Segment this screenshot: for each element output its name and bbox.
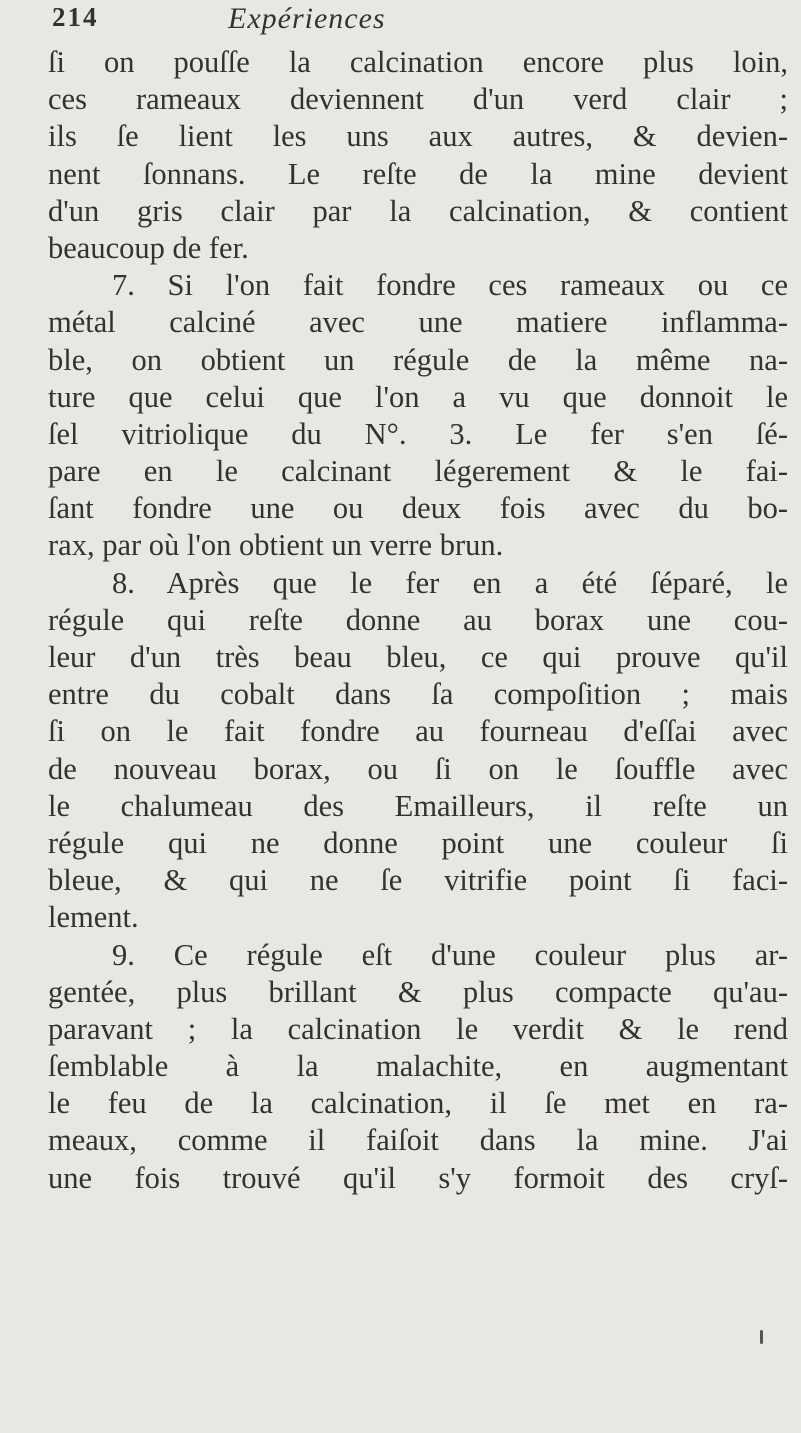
text-line: ble, on obtient un régule de la même na- xyxy=(48,342,788,377)
text-line: bleue, & qui ne ſe vitrifie point ſi faci- xyxy=(48,863,788,898)
page-number: 214 xyxy=(52,2,99,32)
text-line: le chalumeau des Emailleurs, il reſte un xyxy=(48,788,788,823)
ink-mark xyxy=(760,1330,763,1344)
text-line: pare en le calcinant légerement & le fai- xyxy=(48,454,788,489)
text-line: de nouveau borax, ou ſi on le ſouffle avec xyxy=(48,751,788,786)
text-line: ces rameaux deviennent d'un verd clair ; xyxy=(48,82,788,117)
text-line: d'un gris clair par la calcination, & contient xyxy=(48,193,788,228)
text-line: ils ſe lient les uns aux autres, & devien- xyxy=(48,119,788,154)
text-line: régule qui reſte donne au borax une cou- xyxy=(48,602,788,637)
text-line: entre du cobalt dans ſa compoſition ; mais xyxy=(48,677,788,712)
text-line: ſemblable à la malachite, en augmentant xyxy=(48,1049,788,1084)
text-line: rax, par où l'on obtient un verre brun. xyxy=(48,528,504,563)
text-line: nent ſonnans. Le reſte de la mine devient xyxy=(48,156,788,191)
text-line: le feu de la calcination, il ſe met en ra- xyxy=(48,1086,788,1121)
body-text xyxy=(48,44,788,1197)
text-line: lement. xyxy=(48,900,139,935)
text-line: 8. Après que le fer en a été ſéparé, le xyxy=(112,565,788,600)
text-line: régule qui ne donne point une couleur ſi xyxy=(48,825,788,860)
text-line: leur d'un très beau bleu, ce qui prouve qu'il xyxy=(48,640,788,674)
page-header xyxy=(52,2,752,38)
text-line: 7. Si l'on fait fondre ces rameaux ou ce xyxy=(112,268,788,303)
text-line: ſi on le fait fondre au fourneau d'eſſai avec xyxy=(48,714,788,749)
text-line: 9. Ce régule eſt d'une couleur plus ar- xyxy=(112,937,788,972)
text-line: ſant fondre une ou deux fois avec du bo- xyxy=(48,491,788,526)
text-line: meaux, comme il faiſoit dans la mine. J'ai xyxy=(48,1123,788,1158)
text-line: beaucoup de fer. xyxy=(48,230,249,265)
text-line: une fois trouvé qu'il s'y formoit des cryſ- xyxy=(48,1160,788,1195)
text-line: ſel vitriolique du N°. 3. Le fer s'en ſé- xyxy=(48,416,788,451)
running-title: Expériences xyxy=(228,2,386,35)
text-line: gentée, plus brillant & plus compacte qu'au- xyxy=(48,974,788,1009)
text-line: métal calciné avec une matiere inflamma- xyxy=(48,305,788,340)
text-line: ture que celui que l'on a vu que donnoit le xyxy=(48,379,788,414)
text-line: ſi on pouſſe la calcination encore plus loin, xyxy=(48,45,788,79)
text-line: paravant ; la calcination le verdit & le rend xyxy=(48,1011,788,1046)
